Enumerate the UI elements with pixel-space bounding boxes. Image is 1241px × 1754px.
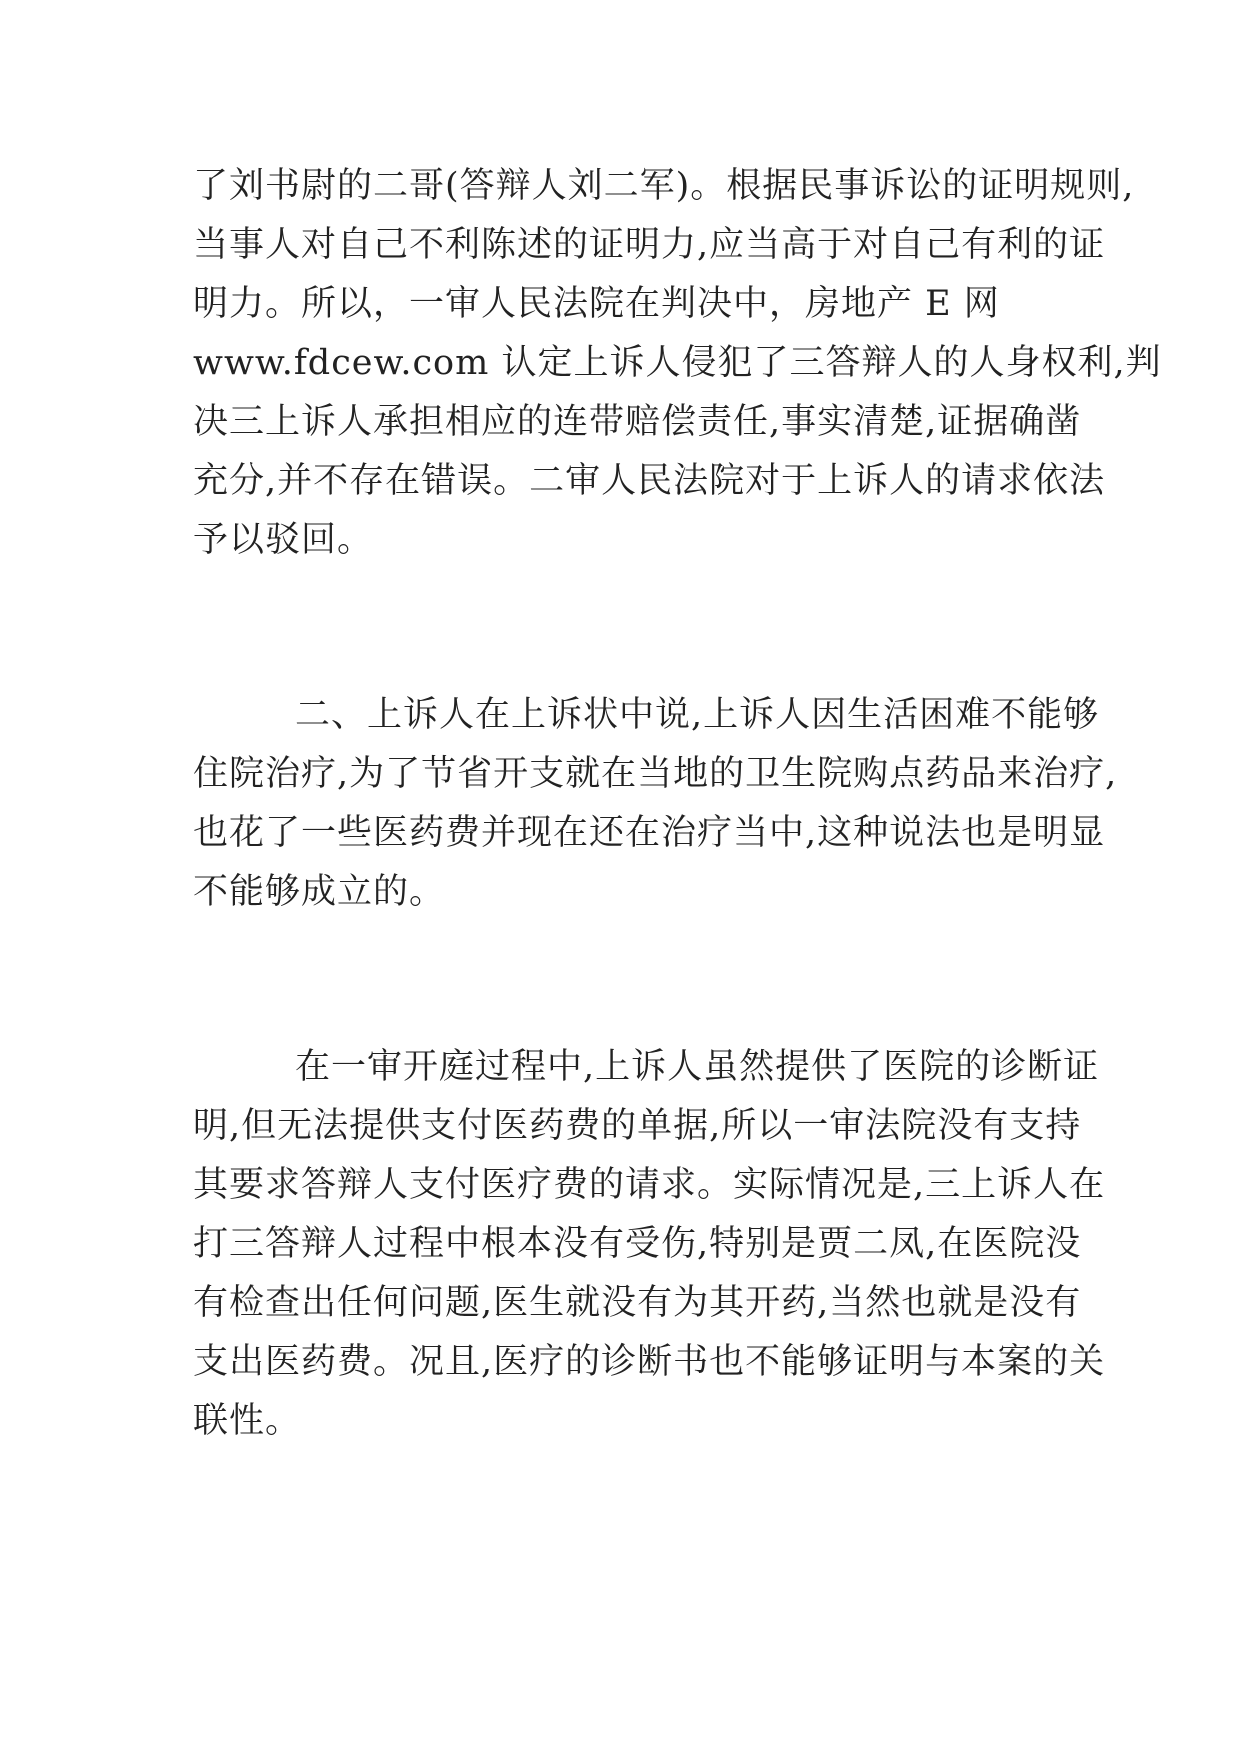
- paragraph-2-line-3: 也花了一些医药费并现在还在治疗当中,这种说法也是明显: [193, 813, 1106, 853]
- paragraph-2-line-4: 不能够成立的。: [193, 872, 446, 912]
- paragraph-1-line-4: www.fdcew.com 认定上诉人侵犯了三答辩人的人身权利,判: [193, 343, 1162, 383]
- paragraph-3-line-7: 联性。: [193, 1401, 302, 1441]
- paragraph-3-line-1: 在一审开庭过程中,上诉人虽然提供了医院的诊断证: [295, 1047, 1100, 1087]
- paragraph-1-line-7: 予以驳回。: [193, 520, 374, 560]
- paragraph-3-line-2: 明,但无法提供支付医药费的单据,所以一审法院没有支持: [193, 1106, 1082, 1146]
- paragraph-2-line-1: 二、上诉人在上诉状中说,上诉人因生活困难不能够: [295, 695, 1100, 735]
- paragraph-1-line-6: 充分,并不存在错误。二审人民法院对于上诉人的请求依法: [193, 461, 1106, 501]
- paragraph-3-line-5: 有检查出任何问题,医生就没有为其开药,当然也就是没有: [193, 1283, 1082, 1323]
- paragraph-3-line-3: 其要求答辩人支付医疗费的请求。实际情况是,三上诉人在: [193, 1165, 1106, 1205]
- paragraph-3-line-4: 打三答辩人过程中根本没有受伤,特别是贾二凤,在医院没: [193, 1224, 1082, 1264]
- paragraph-3-line-6: 支出医药费。况且,医疗的诊断书也不能够证明与本案的关: [193, 1342, 1106, 1382]
- paragraph-1-line-2: 当事人对自己不利陈述的证明力,应当高于对自己有利的证: [193, 225, 1106, 265]
- paragraph-2-line-2: 住院治疗,为了节省开支就在当地的卫生院购点药品来治疗,: [193, 754, 1118, 794]
- paragraph-1-line-1: 了刘书尉的二哥(答辩人刘二军)。根据民事诉讼的证明规则,: [193, 166, 1135, 206]
- paragraph-1-line-5: 决三上诉人承担相应的连带赔偿责任,事实清楚,证据确凿: [193, 402, 1082, 442]
- paragraph-1-line-3: 明力。所以，一审人民法院在判决中，房地产 E 网: [193, 284, 1000, 324]
